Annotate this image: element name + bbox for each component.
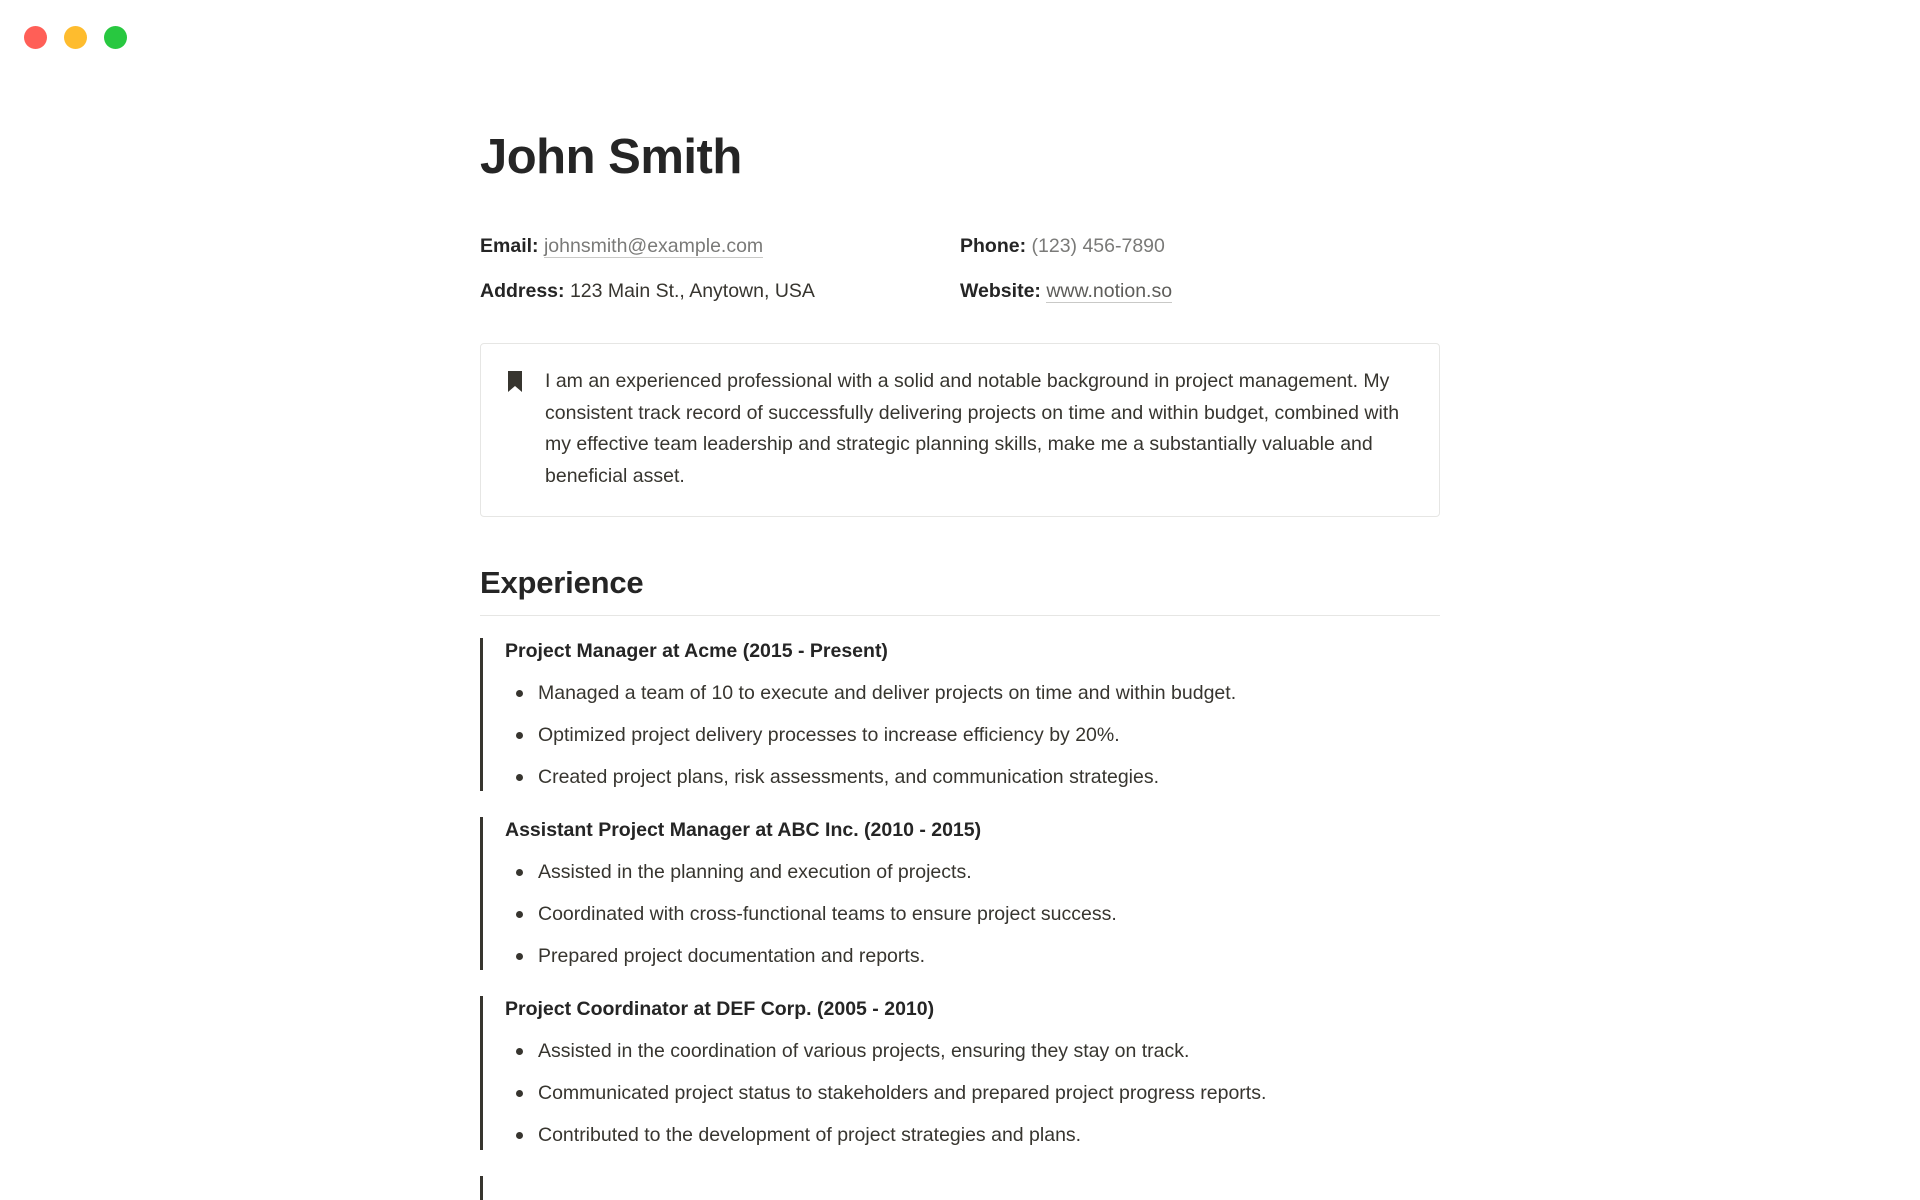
contact-address-label: Address: — [480, 279, 565, 302]
experience-entry — [480, 996, 1440, 1149]
list-item: Assisted in the planning and execution of projects. — [505, 858, 1440, 886]
experience-entry-title: Assistant Project Manager at ABC Inc. (2010 - 2015) — [505, 819, 982, 842]
experience-bullet-list — [505, 858, 1440, 971]
title-bar — [0, 0, 1920, 74]
bookmark-icon — [505, 366, 527, 492]
list-item: Created project plans, risk assessments, and communication strategies. — [505, 763, 1440, 791]
resume-page — [480, 74, 1440, 1200]
experience-entry-title: Project Coordinator at DEF Corp. (2005 - 2010) — [505, 998, 935, 1021]
summary-callout — [480, 343, 1440, 517]
experience-bullet-list — [505, 679, 1440, 792]
list-item: Prepared project documentation and reports. — [505, 942, 1440, 970]
close-button[interactable] — [24, 26, 47, 49]
list-item: Assisted in the coordination of various projects, ensuring they stay on track. — [505, 1037, 1440, 1065]
contact-phone-value: (123) 456-7890 — [1031, 235, 1165, 258]
section-heading-experience: Experience — [480, 565, 644, 601]
experience-entry — [480, 638, 1440, 791]
experience-bullet-list — [505, 1037, 1440, 1150]
contact-email-label: Email: — [480, 235, 539, 258]
list-item: Optimized project delivery processes to increase efficiency by 20%. — [505, 721, 1440, 749]
list-item: Coordinated with cross-functional teams to ensure project success. — [505, 900, 1440, 928]
experience-entry-title: Project Manager at Acme (2015 - Present) — [505, 640, 888, 663]
contact-address — [480, 278, 960, 305]
window-controls — [24, 26, 127, 49]
contact-website-label: Website: — [960, 279, 1041, 302]
page-title: John Smith — [480, 130, 742, 184]
contact-website-value[interactable]: www.notion.so — [1046, 279, 1173, 302]
maximize-button[interactable] — [104, 26, 127, 49]
experience-entry-next — [480, 1176, 1440, 1200]
contact-email-value[interactable]: johnsmith@example.com — [543, 235, 764, 258]
contact-info — [480, 233, 1440, 305]
list-item: Communicated project status to stakeholders and prepared project progress reports. — [505, 1079, 1440, 1107]
contact-address-value: 123 Main St., Anytown, USA — [569, 279, 815, 302]
contact-phone — [960, 233, 1440, 260]
document-scroll-area[interactable] — [0, 74, 1920, 1200]
list-item: Managed a team of 10 to execute and deliver projects on time and within budget. — [505, 679, 1440, 707]
contact-phone-label: Phone: — [960, 235, 1027, 258]
contact-email — [480, 233, 960, 260]
minimize-button[interactable] — [64, 26, 87, 49]
list-item: Contributed to the development of project strategies and plans. — [505, 1121, 1440, 1149]
summary-text: I am an experienced professional with a solid and notable background in project management. My consistent track record of successfully delivering projects on time and within budget, combined with my effective team leadership and strategic planning skills, make me a substantially valuable and beneficial asset. — [545, 369, 1400, 487]
experience-entry — [480, 817, 1440, 970]
contact-website — [960, 278, 1440, 305]
section-divider — [480, 615, 1440, 616]
